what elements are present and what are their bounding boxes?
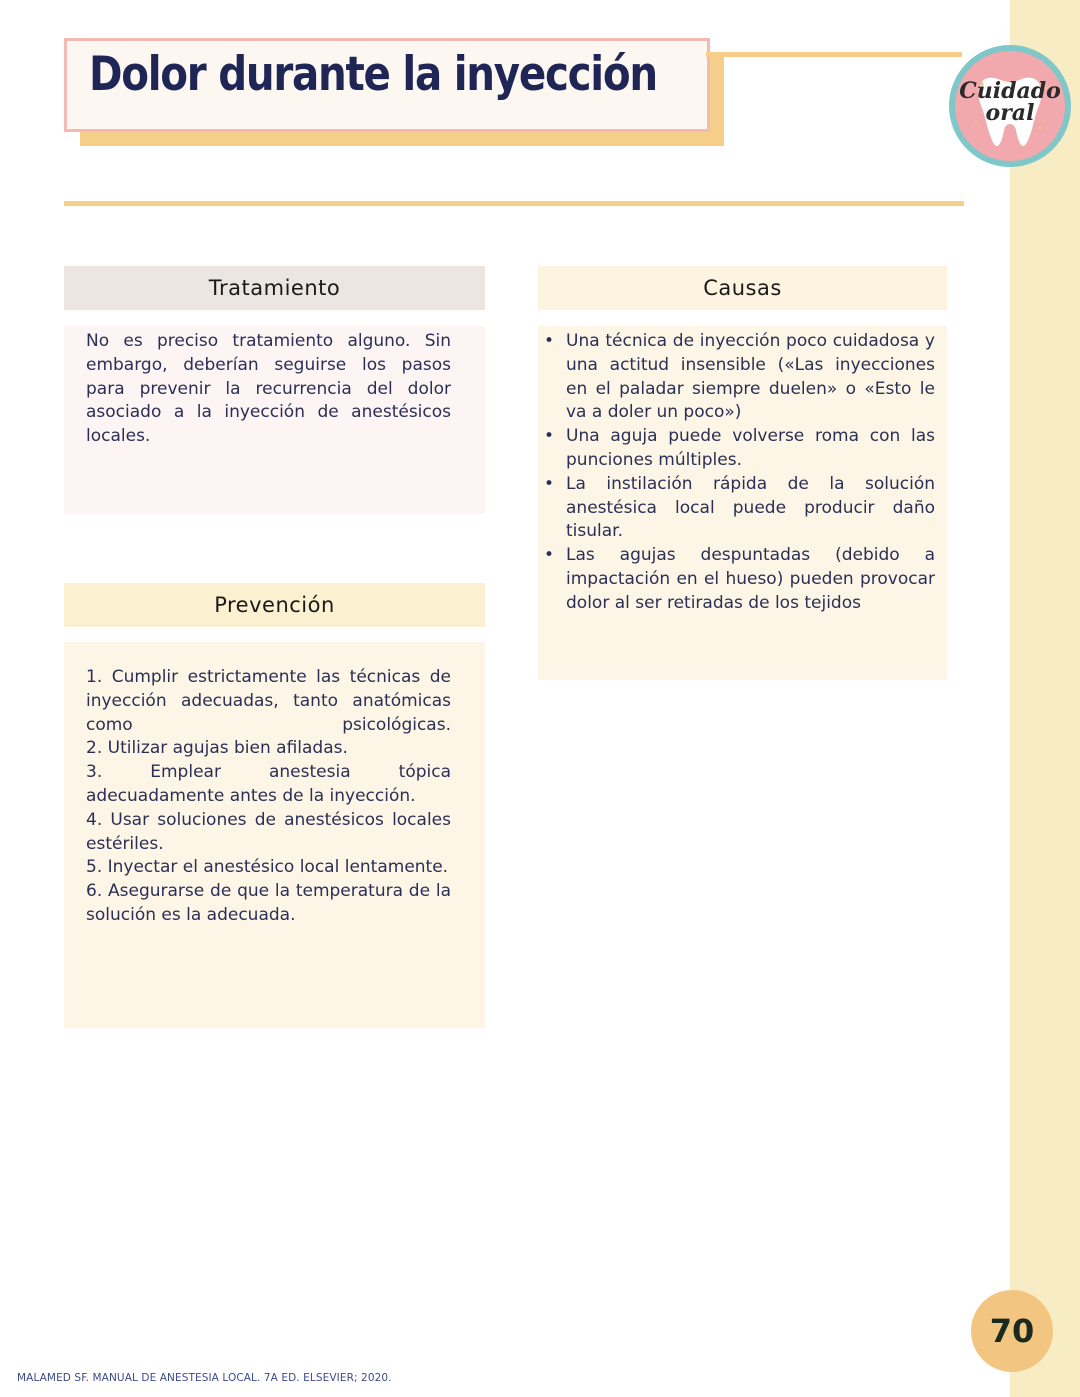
tratamiento-heading: Tratamiento bbox=[64, 266, 485, 310]
logo-text bbox=[948, 80, 1072, 124]
list-item: • Las agujas despuntadas (debido a impactación en el hueso) pueden provocar dolor al ser retiradas de los tejidos bbox=[566, 544, 935, 615]
footer-citation: MALAMED SF. MANUAL DE ANESTESIA LOCAL. 7A ED. ELSEVIER; 2020. bbox=[17, 1372, 392, 1384]
page-title: Dolor durante la inyección bbox=[89, 47, 657, 102]
prevencion-box bbox=[64, 642, 485, 1028]
side-strip bbox=[1010, 0, 1080, 1397]
list-item: 2. Utilizar agujas bien afiladas. bbox=[86, 738, 348, 759]
logo-line-2: oral bbox=[985, 100, 1035, 126]
tratamiento-box bbox=[64, 326, 485, 514]
page-number: 70 bbox=[971, 1290, 1053, 1372]
list-item: 5. Inyectar el anestésico local lentamente. bbox=[86, 857, 449, 878]
list-item: 3. Emplear anestesia tópica adecuadamente antes de la inyección. bbox=[86, 762, 451, 806]
causas-box bbox=[538, 326, 947, 680]
header-line bbox=[706, 52, 962, 57]
logo bbox=[948, 44, 1072, 168]
causas-list bbox=[566, 330, 935, 616]
list-item: • La instilación rápida de la solución anestésica local puede producir daño tisular. bbox=[566, 473, 935, 544]
list-item: 1. Cumplir estrictamente las técnicas de inyección adecuadas, tanto anatómicas como psicológicas. bbox=[86, 667, 451, 735]
list-item: 6. Asegurarse de que la temperatura de la solución es la adecuada. bbox=[86, 881, 451, 925]
title-box bbox=[64, 38, 710, 132]
divider bbox=[64, 201, 964, 206]
logo-line-1: Cuidado bbox=[959, 78, 1061, 104]
list-item: • Una técnica de inyección poco cuidadosa y una actitud insensible («Las inyecciones en el paladar siempre duelen» o «Esto le va a doler un poco») bbox=[566, 330, 935, 425]
causas-heading: Causas bbox=[538, 266, 947, 310]
list-item: 4. Usar soluciones de anestésicos locales estériles. bbox=[86, 809, 451, 854]
tratamiento-text: No es preciso tratamiento alguno. Sin embargo, deberían seguirse los pasos para prevenir la recurrencia del dolor asociado a la inyección de anestésicos locales. bbox=[86, 331, 451, 447]
list-item: • Una aguja puede volverse roma con las punciones múltiples. bbox=[566, 425, 935, 473]
prevencion-heading: Prevención bbox=[64, 583, 485, 627]
